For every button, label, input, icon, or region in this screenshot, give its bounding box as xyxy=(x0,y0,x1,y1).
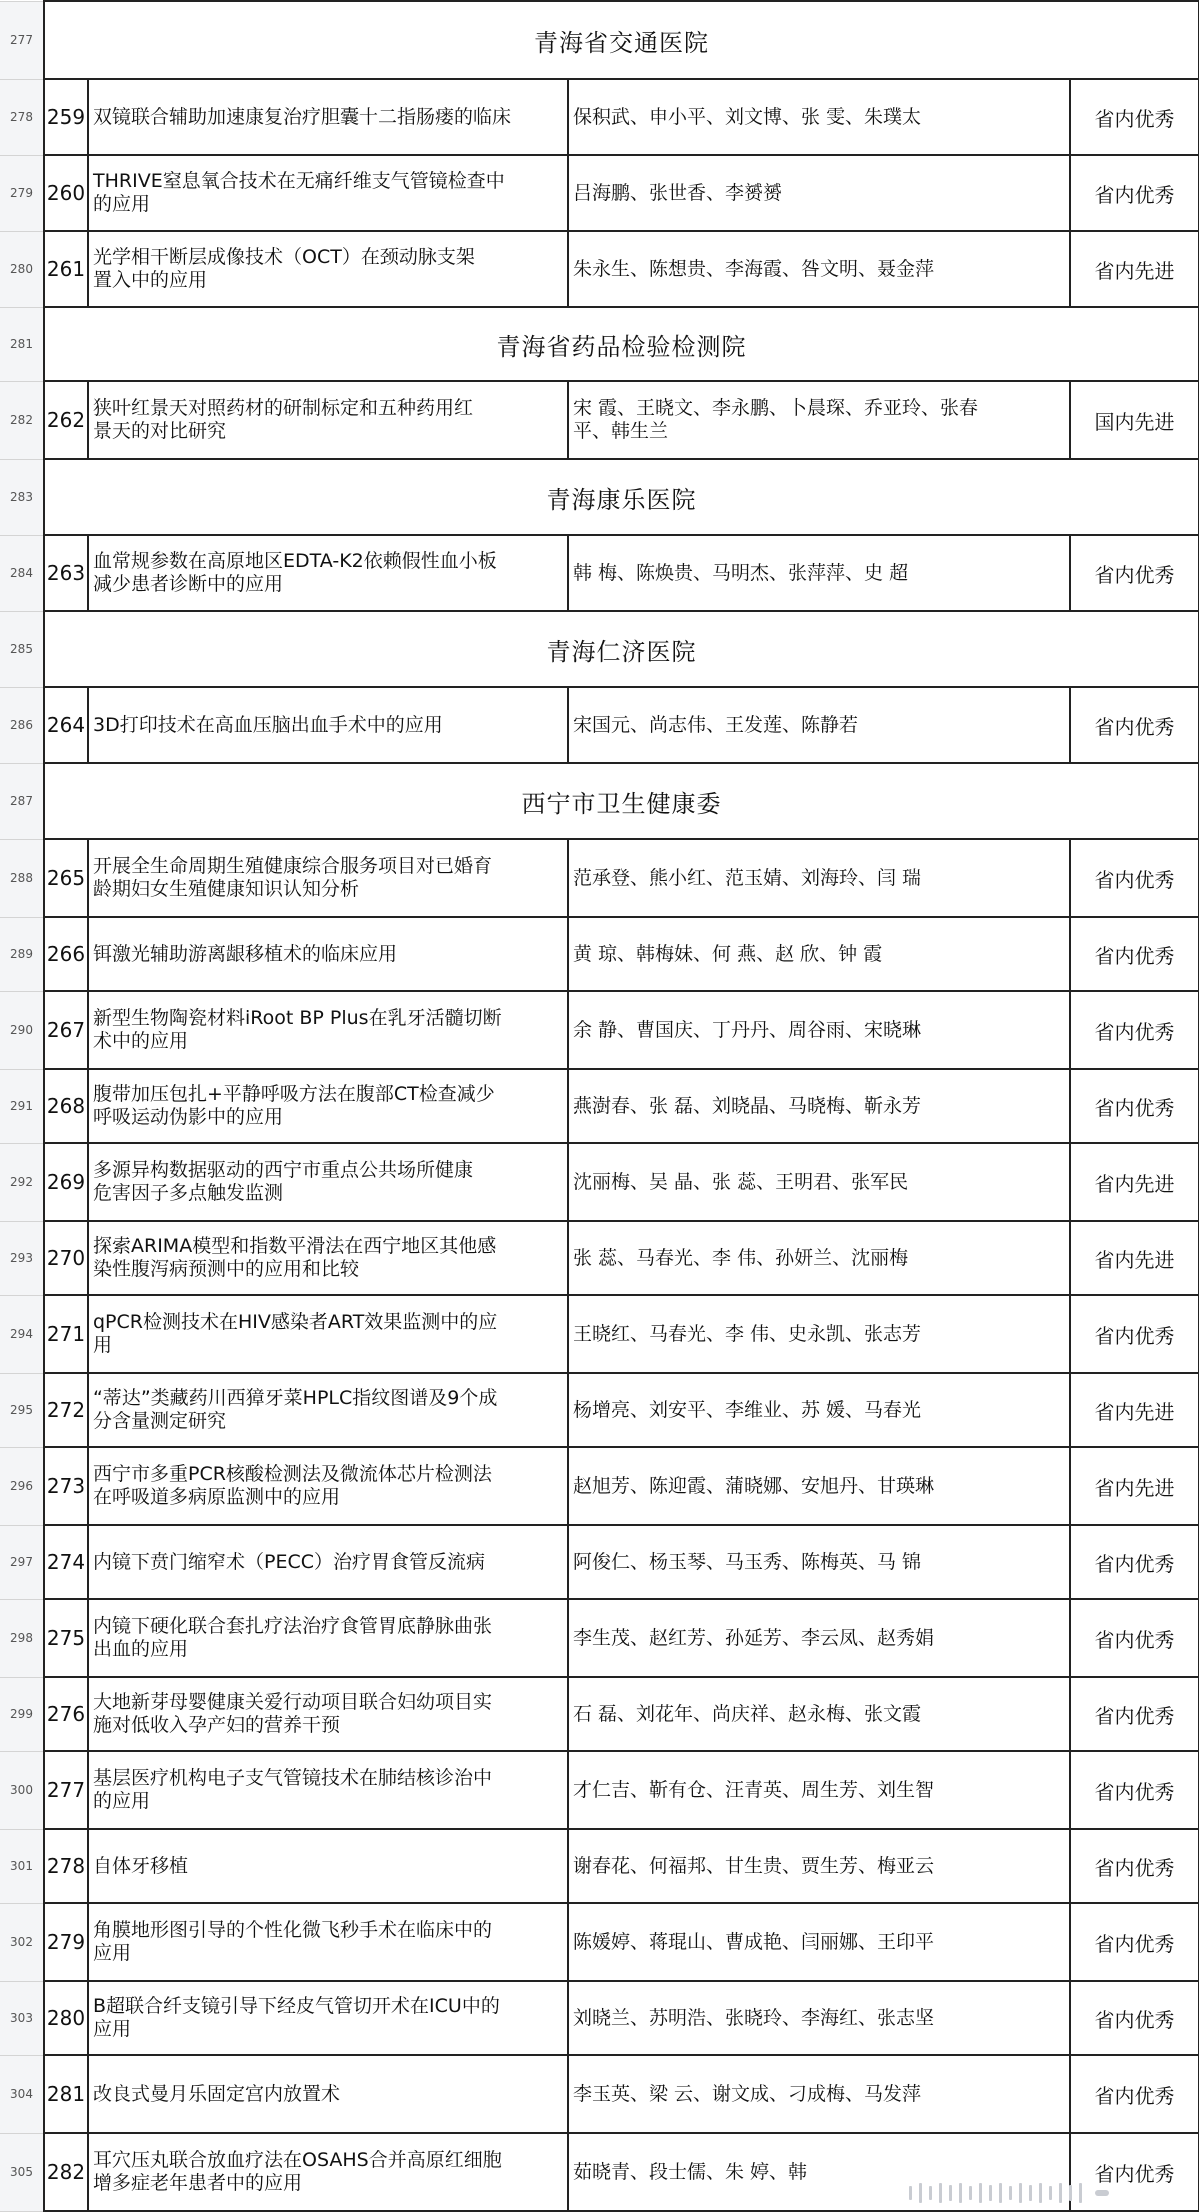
item-number-cell[interactable]: 271 xyxy=(44,1295,88,1373)
section-row xyxy=(0,763,1199,839)
item-number-cell[interactable]: 262 xyxy=(44,381,88,459)
authors-cell[interactable]: 才仁吉、靳有仓、汪青英、周生芳、刘生智 xyxy=(568,1751,1070,1829)
item-number-cell[interactable]: 260 xyxy=(44,155,88,231)
item-number-cell[interactable]: 274 xyxy=(44,1525,88,1599)
table-row xyxy=(0,2055,1199,2133)
row-number[interactable]: 281 xyxy=(0,307,44,381)
row-number[interactable]: 285 xyxy=(0,611,44,687)
row-number[interactable]: 286 xyxy=(0,687,44,763)
row-number[interactable]: 294 xyxy=(0,1295,44,1373)
row-number[interactable]: 280 xyxy=(0,231,44,307)
row-number[interactable]: 299 xyxy=(0,1677,44,1751)
row-number[interactable]: 283 xyxy=(0,459,44,535)
project-title-cell[interactable]: qPCR检测技术在HIV感染者ART效果监测中的应 用 xyxy=(88,1295,568,1373)
award-grade-cell[interactable]: 省内优秀 xyxy=(1070,1981,1199,2055)
row-number[interactable]: 287 xyxy=(0,763,44,839)
item-number-cell[interactable]: 270 xyxy=(44,1221,88,1295)
table-row xyxy=(0,1069,1199,1143)
project-title-cell[interactable]: 狭叶红景天对照药材的研制标定和五种药用红 景天的对比研究 xyxy=(88,381,568,459)
authors-cell[interactable]: 余 静、曹国庆、丁丹丹、周谷雨、宋晓琳 xyxy=(568,991,1070,1069)
section-row xyxy=(0,1,1199,79)
authors-cell[interactable]: 阿俊仁、杨玉琴、马玉秀、陈梅英、马 锦 xyxy=(568,1525,1070,1599)
authors-cell[interactable]: 保积武、申小平、刘文博、张 雯、朱璞太 xyxy=(568,79,1070,155)
row-number[interactable]: 303 xyxy=(0,1981,44,2055)
row-number[interactable]: 277 xyxy=(0,1,44,79)
project-title-cell[interactable]: 探索ARIMA模型和指数平滑法在西宁地区其他感 染性腹泻病预测中的应用和比较 xyxy=(88,1221,568,1295)
award-grade-cell[interactable]: 省内优秀 xyxy=(1070,1295,1199,1373)
project-title-cell[interactable]: 腹带加压包扎+平静呼吸方法在腹部CT检查减少 呼吸运动伪影中的应用 xyxy=(88,1069,568,1143)
project-title-cell[interactable]: B超联合纤支镜引导下经皮气管切开术在ICU中的 应用 xyxy=(88,1981,568,2055)
authors-cell[interactable]: 茹晓青、段士儒、朱 婷、韩 xyxy=(568,2133,1070,2211)
row-number[interactable]: 278 xyxy=(0,79,44,155)
authors-cell[interactable]: 吕海鹏、张世香、李赟赟 xyxy=(568,155,1070,231)
table-row xyxy=(0,79,1199,155)
authors-cell[interactable]: 陈媛婷、蒋琨山、曹成艳、闫丽娜、王印平 xyxy=(568,1903,1070,1981)
project-title-cell[interactable]: 大地新芽母婴健康关爱行动项目联合妇幼项目实 施对低收入孕产妇的营养干预 xyxy=(88,1677,568,1751)
authors-cell[interactable]: 王晓红、马春光、李 伟、史永凯、张志芳 xyxy=(568,1295,1070,1373)
award-grade-cell[interactable]: 省内优秀 xyxy=(1070,839,1199,917)
row-number[interactable]: 302 xyxy=(0,1903,44,1981)
table-row xyxy=(0,991,1199,1069)
table-row xyxy=(0,1677,1199,1751)
table-row xyxy=(0,155,1199,231)
table-row xyxy=(0,1295,1199,1373)
award-list-body xyxy=(0,1,1199,2211)
section-title[interactable]: 青海省交通医院 xyxy=(44,1,1199,79)
award-grade-cell[interactable]: 省内优秀 xyxy=(1070,2055,1199,2133)
table-row xyxy=(0,917,1199,991)
item-number-cell[interactable]: 259 xyxy=(44,79,88,155)
project-title-cell[interactable]: 新型生物陶瓷材料iRoot BP Plus在乳牙活髓切断 术中的应用 xyxy=(88,991,568,1069)
authors-cell[interactable]: 杨增亮、刘安平、李维业、苏 媛、马春光 xyxy=(568,1373,1070,1447)
award-grade-cell[interactable]: 省内优秀 xyxy=(1070,155,1199,231)
award-grade-cell[interactable]: 省内优秀 xyxy=(1070,1751,1199,1829)
authors-cell[interactable]: 李玉英、梁 云、谢文成、刁成梅、马发萍 xyxy=(568,2055,1070,2133)
award-grade-cell[interactable]: 省内优秀 xyxy=(1070,1829,1199,1903)
project-title-cell[interactable]: 西宁市多重PCR核酸检测法及微流体芯片检测法 在呼吸道多病原监测中的应用 xyxy=(88,1447,568,1525)
award-grade-cell[interactable]: 省内优秀 xyxy=(1070,917,1199,991)
project-title-cell[interactable]: 基层医疗机构电子支气管镜技术在肺结核诊治中 的应用 xyxy=(88,1751,568,1829)
row-number[interactable]: 298 xyxy=(0,1599,44,1677)
table-row xyxy=(0,687,1199,763)
authors-cell[interactable]: 谢春花、何福邦、甘生贵、贾生芳、梅亚云 xyxy=(568,1829,1070,1903)
watermark-icon xyxy=(909,2182,1175,2204)
award-grade-cell[interactable]: 省内优秀 xyxy=(1070,1599,1199,1677)
project-title-cell[interactable]: 角膜地形图引导的个性化微飞秒手术在临床中的 应用 xyxy=(88,1903,568,1981)
authors-cell[interactable]: 范承登、熊小红、范玉婧、刘海玲、闫 瑞 xyxy=(568,839,1070,917)
row-number[interactable]: 288 xyxy=(0,839,44,917)
award-grade-cell[interactable]: 省内先进 xyxy=(1070,1221,1199,1295)
award-grade-cell[interactable]: 省内优秀 xyxy=(1070,1525,1199,1599)
item-number-cell[interactable]: 277 xyxy=(44,1751,88,1829)
project-title-cell[interactable]: “蒂达”类藏药川西獐牙菜HPLC指纹图谱及9个成 分含量测定研究 xyxy=(88,1373,568,1447)
table-row xyxy=(0,1221,1199,1295)
award-grade-cell[interactable]: 省内优秀 xyxy=(1070,2133,1199,2211)
award-grade-cell[interactable]: 省内优秀 xyxy=(1070,1069,1199,1143)
row-number[interactable]: 290 xyxy=(0,991,44,1069)
table-row xyxy=(0,1981,1199,2055)
table-row xyxy=(0,1447,1199,1525)
award-grade-cell[interactable]: 省内先进 xyxy=(1070,1447,1199,1525)
authors-cell[interactable]: 燕澍春、张 磊、刘晓晶、马晓梅、靳永芳 xyxy=(568,1069,1070,1143)
section-title[interactable]: 青海省药品检验检测院 xyxy=(44,307,1199,381)
section-title[interactable]: 青海仁济医院 xyxy=(44,611,1199,687)
row-number[interactable]: 304 xyxy=(0,2055,44,2133)
award-grade-cell[interactable]: 省内优秀 xyxy=(1070,687,1199,763)
item-number-cell[interactable]: 266 xyxy=(44,917,88,991)
project-title-cell[interactable]: 内镜下硬化联合套扎疗法治疗食管胃底静脉曲张 出血的应用 xyxy=(88,1599,568,1677)
item-number-cell[interactable]: 276 xyxy=(44,1677,88,1751)
project-title-cell[interactable]: THRIVE窒息氧合技术在无痛纤维支气管镜检查中 的应用 xyxy=(88,155,568,231)
award-grade-cell[interactable]: 省内优秀 xyxy=(1070,1903,1199,1981)
item-number-cell[interactable]: 275 xyxy=(44,1599,88,1677)
row-number[interactable]: 289 xyxy=(0,917,44,991)
table-row xyxy=(0,1525,1199,1599)
project-title-cell[interactable]: 改良式曼月乐固定宫内放置术 xyxy=(88,2055,568,2133)
project-title-cell[interactable]: 开展全生命周期生殖健康综合服务项目对已婚育 龄期妇女生殖健康知识认知分析 xyxy=(88,839,568,917)
award-grade-cell[interactable]: 省内优秀 xyxy=(1070,1677,1199,1751)
table-row xyxy=(0,1903,1199,1981)
project-title-cell[interactable]: 3D打印技术在高血压脑出血手术中的应用 xyxy=(88,687,568,763)
row-number[interactable]: 279 xyxy=(0,155,44,231)
project-title-cell[interactable]: 自体牙移植 xyxy=(88,1829,568,1903)
item-number-cell[interactable]: 273 xyxy=(44,1447,88,1525)
item-number-cell[interactable]: 282 xyxy=(44,2133,88,2211)
item-number-cell[interactable]: 280 xyxy=(44,1981,88,2055)
authors-cell[interactable]: 张 蕊、马春光、李 伟、孙妍兰、沈丽梅 xyxy=(568,1221,1070,1295)
authors-cell[interactable]: 刘晓兰、苏明浩、张晓玲、李海红、张志坚 xyxy=(568,1981,1070,2055)
item-number-cell[interactable]: 268 xyxy=(44,1069,88,1143)
authors-cell[interactable]: 宋 霞、王晓文、李永鹏、卜晨琛、乔亚玲、张春 平、韩生兰 xyxy=(568,381,1070,459)
project-title-cell[interactable]: 双镜联合辅助加速康复治疗胆囊十二指肠瘘的临床 xyxy=(88,79,568,155)
item-number-cell[interactable]: 272 xyxy=(44,1373,88,1447)
table-row xyxy=(0,381,1199,459)
item-number-cell[interactable]: 278 xyxy=(44,1829,88,1903)
table-row xyxy=(0,231,1199,307)
authors-cell[interactable]: 赵旭芳、陈迎霞、蒲晓娜、安旭丹、甘瑛琳 xyxy=(568,1447,1070,1525)
authors-cell[interactable]: 李生茂、赵红芳、孙延芳、李云凤、赵秀娟 xyxy=(568,1599,1070,1677)
row-number[interactable]: 297 xyxy=(0,1525,44,1599)
table-row xyxy=(0,1751,1199,1829)
row-number[interactable]: 295 xyxy=(0,1373,44,1447)
table-row xyxy=(0,1143,1199,1221)
table-row xyxy=(0,1599,1199,1677)
row-number[interactable]: 305 xyxy=(0,2133,44,2211)
row-number[interactable]: 296 xyxy=(0,1447,44,1525)
item-number-cell[interactable]: 261 xyxy=(44,231,88,307)
item-number-cell[interactable]: 264 xyxy=(44,687,88,763)
row-number[interactable]: 293 xyxy=(0,1221,44,1295)
section-title[interactable]: 青海康乐医院 xyxy=(44,459,1199,535)
award-grade-cell[interactable]: 省内优秀 xyxy=(1070,79,1199,155)
row-number[interactable]: 301 xyxy=(0,1829,44,1903)
project-title-cell[interactable]: 血常规参数在高原地区EDTA-K2依赖假性血小板 减少患者诊断中的应用 xyxy=(88,535,568,611)
row-number[interactable]: 291 xyxy=(0,1069,44,1143)
item-number-cell[interactable]: 267 xyxy=(44,991,88,1069)
section-row xyxy=(0,459,1199,535)
authors-cell[interactable]: 宋国元、尚志伟、王发莲、陈静若 xyxy=(568,687,1070,763)
award-grade-cell[interactable]: 省内优秀 xyxy=(1070,535,1199,611)
table-row xyxy=(0,1373,1199,1447)
authors-cell[interactable]: 石 磊、刘花年、尚庆祥、赵永梅、张文霞 xyxy=(568,1677,1070,1751)
row-number[interactable]: 292 xyxy=(0,1143,44,1221)
authors-cell[interactable]: 朱永生、陈想贵、李海霞、咎文明、聂金萍 xyxy=(568,231,1070,307)
row-number[interactable]: 284 xyxy=(0,535,44,611)
award-grade-cell[interactable]: 国内先进 xyxy=(1070,381,1199,459)
table-row xyxy=(0,1829,1199,1903)
item-number-cell[interactable]: 269 xyxy=(44,1143,88,1221)
award-grade-cell[interactable]: 省内先进 xyxy=(1070,1373,1199,1447)
project-title-cell[interactable]: 耳穴压丸联合放血疗法在OSAHS合并高原红细胞 增多症老年患者中的应用 xyxy=(88,2133,568,2211)
project-title-cell[interactable]: 多源异构数据驱动的西宁市重点公共场所健康 危害因子多点触发监测 xyxy=(88,1143,568,1221)
section-row xyxy=(0,611,1199,687)
award-grade-cell[interactable]: 省内先进 xyxy=(1070,1143,1199,1221)
authors-cell[interactable]: 韩 梅、陈焕贵、马明杰、张萍萍、史 超 xyxy=(568,535,1070,611)
project-title-cell[interactable]: 内镜下贲门缩窄术（PECC）治疗胃食管反流病 xyxy=(88,1525,568,1599)
item-number-cell[interactable]: 281 xyxy=(44,2055,88,2133)
row-number[interactable]: 282 xyxy=(0,381,44,459)
section-row xyxy=(0,307,1199,381)
award-grade-cell[interactable]: 省内先进 xyxy=(1070,231,1199,307)
project-title-cell[interactable]: 光学相干断层成像技术（OCT）在颈动脉支架 置入中的应用 xyxy=(88,231,568,307)
table-row xyxy=(0,839,1199,917)
authors-cell[interactable]: 黄 琼、韩梅妹、何 燕、赵 欣、钟 霞 xyxy=(568,917,1070,991)
item-number-cell[interactable]: 265 xyxy=(44,839,88,917)
project-title-cell[interactable]: 铒激光辅助游离龈移植术的临床应用 xyxy=(88,917,568,991)
award-grade-cell[interactable]: 省内优秀 xyxy=(1070,991,1199,1069)
row-number[interactable]: 300 xyxy=(0,1751,44,1829)
item-number-cell[interactable]: 263 xyxy=(44,535,88,611)
item-number-cell[interactable]: 279 xyxy=(44,1903,88,1981)
table-row xyxy=(0,535,1199,611)
section-title[interactable]: 西宁市卫生健康委 xyxy=(44,763,1199,839)
authors-cell[interactable]: 沈丽梅、吴 晶、张 蕊、王明君、张军民 xyxy=(568,1143,1070,1221)
